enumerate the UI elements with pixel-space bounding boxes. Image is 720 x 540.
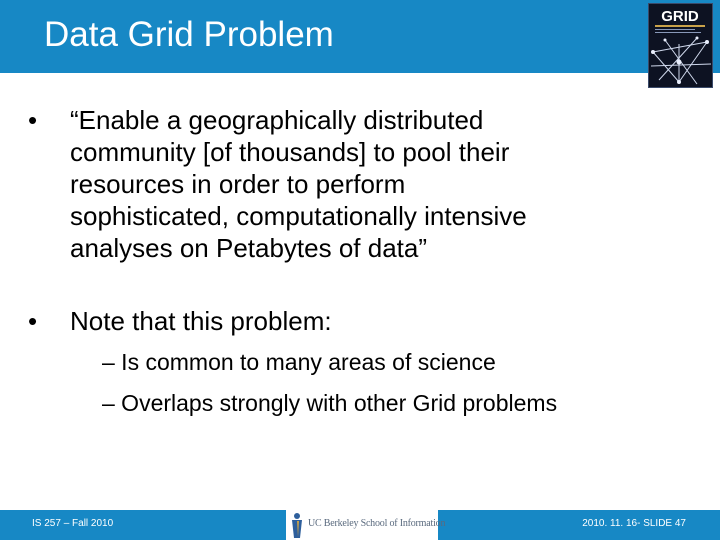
bullet-line: “Enable a geographically distributed	[70, 105, 484, 135]
sub-bullet: – Is common to many areas of science	[102, 349, 496, 375]
footer-course: IS 257 – Fall 2010	[32, 518, 114, 529]
ucb-figure-icon	[289, 512, 305, 539]
bullet-note	[70, 305, 670, 337]
bullet-line: analyses on Petabytes of data”	[70, 233, 428, 263]
ucb-logo-text: UC Berkeley School of Information	[308, 518, 446, 529]
bullet-line: sophisticated, computationally intensive	[70, 201, 527, 231]
slide-title: Data Grid Problem	[44, 15, 334, 54]
footer-slide-number: 2010. 11. 16- SLIDE 47	[582, 518, 686, 529]
bullet-quote	[70, 104, 670, 264]
bullet-line: Note that this problem:	[70, 306, 332, 336]
sub-bullet: – Overlaps strongly with other Grid problems	[102, 390, 558, 416]
bullet-line: community [of thousands] to pool their	[70, 137, 510, 167]
bullet-line: resources in order to perform	[70, 169, 406, 199]
logo-text: GRID	[661, 8, 699, 25]
bullet-mark: •	[28, 306, 38, 336]
grid-book-logo	[648, 3, 713, 88]
ucb-school-logo	[286, 510, 446, 540]
title-bar	[0, 0, 720, 73]
bullet-mark: •	[28, 105, 38, 135]
grid-network-icon	[649, 4, 712, 87]
